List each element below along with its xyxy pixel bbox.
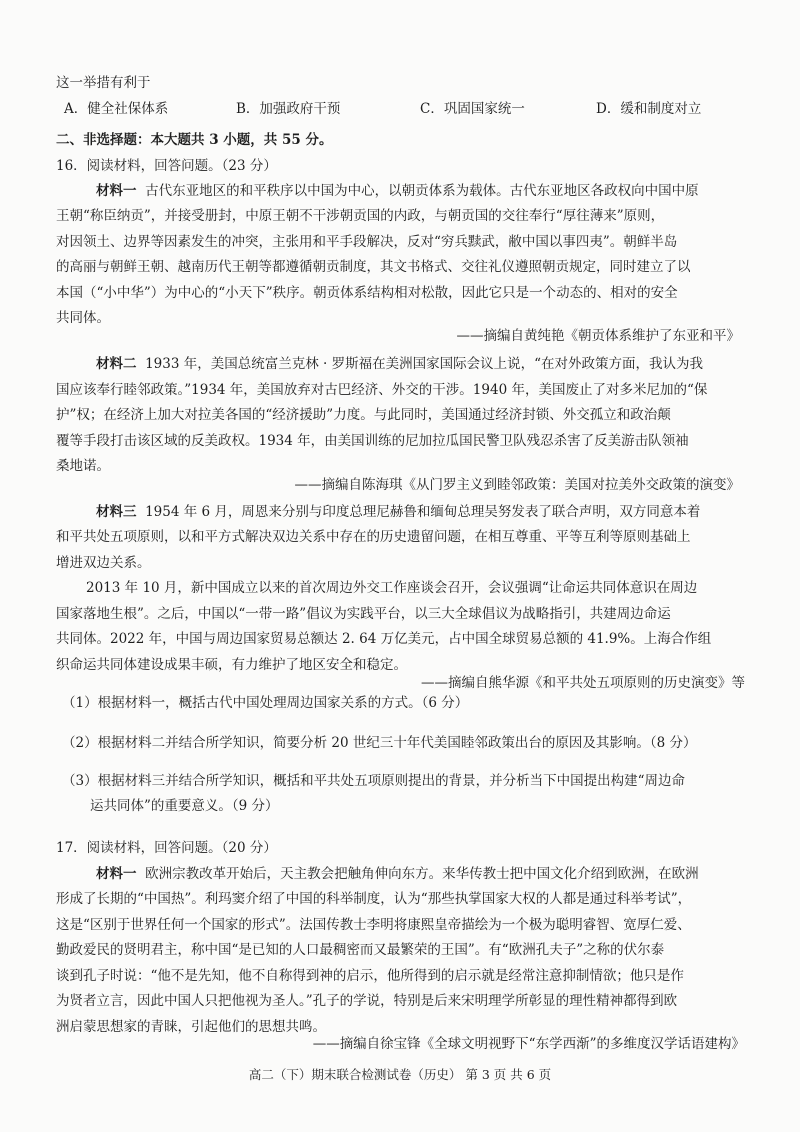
q16-material3-line: 和平共处五项原则，以和平方式解决双边关系中存在的历史遗留问题，在相互尊重、平等互利等原则基础上 [56, 529, 691, 545]
q16-material3-line: 2013 年 10 月，新中国成立以来的首次周边外交工作座谈会召开，会议强调“让命运共同体意识在周边 [86, 580, 698, 596]
q16-subquestion-2: （2）根据材料二并结合所学知识，简要分析 20 世纪三十年代美国睦邻政策出台的原因及其影响。（8 分） [62, 735, 697, 751]
q16-subquestion-1: （1）根据材料一，概括古代中国处理周边国家关系的方式。（6 分） [62, 695, 469, 711]
q16-material3-line: 织命运共同体建设成果丰硕，有力维护了地区安全和稳定。 [56, 657, 407, 673]
q17-material1-line: 为贤者立言，因此中国人只把他视为圣人。”孔子的学说，特别是后来宋明理学所彰显的理性精神都得到欧 [56, 993, 678, 1009]
q17-material1-label: 材料一 [96, 866, 137, 882]
q17-material1-line: 谈到孔子时说：“他不是先知，他不自称得到神的启示，他所得到的启示就是经常注意抑制情欲；他只是作 [56, 968, 684, 984]
q16-material2-line: 护”权；在经济上加大对拉美各国的“经济援助”力度。与此同时，美国通过经济封锁、外交孤立和政治颠 [56, 407, 671, 423]
q15-option-a: A．健全社保体系 [64, 101, 169, 117]
q16-material2-line: 桑地诺。 [56, 458, 110, 474]
q17-material1-line: 勤政爱民的贤明君主，称中国“是已知的人口最稠密而又最繁荣的王国”。有“欧洲孔夫子”之称的伏尔泰 [56, 942, 665, 958]
q16-subquestion-3-cont: 运共同体”的重要意义。（9 分） [90, 798, 279, 814]
q16-material3-line: 国家落地生根”。之后，中国以“一带一路”倡议为实践平台，以三大全球倡议为战略指引，共建周边命运 [56, 606, 671, 622]
q16-material3-line: 增进双边关系。 [56, 555, 151, 571]
q16-material1-line: 共同体。 [56, 310, 110, 326]
q16-material2-source: ——摘编自陈海琪《从门罗主义到睦邻政策：美国对拉美外交政策的演变》 [294, 477, 740, 493]
q16-material2-line: 国应该奉行睦邻政策。”1934 年，美国放弃对古巴经济、外交的干涉。1940 年，美国废止了对多米尼加的“保 [56, 382, 708, 398]
q16-material1-line: 的高丽与朝鲜王朝、越南历代王朝等都遵循朝贡制度，其文书格式、交往礼仪遵照朝贡规定，同时建立了以 [56, 259, 691, 275]
q16-material3-text: 1954 年 6 月，周恩来分别与印度总理尼赫鲁和缅甸总理吴努发表了联合声明，双方同意本着 [145, 504, 701, 520]
q16-subquestion-3: （3）根据材料三并结合所学知识，概括和平共处五项原则提出的背景，并分析当下中国提出构建“周边命 [62, 773, 685, 789]
q15-option-d: D．缓和制度对立 [596, 101, 702, 117]
q15-stem: 这一举措有利于 [56, 75, 151, 91]
q16-material3-source: ——摘编自熊华源《和平共处五项原则的历史演变》等 [421, 675, 745, 691]
q16-material2-label: 材料二 [96, 356, 137, 372]
section-heading: 二、非选择题：本大题共 3 小题，共 55 分。 [56, 132, 333, 148]
q16-material2-line: 覆等手段打击该区域的反美政权。1934 年，由美国训练的尼加拉瓜国民警卫队残忍杀害了反美游击队领袖 [56, 433, 689, 449]
q16-material1-line: 本国（“小中华”）为中心的“小天下”秩序。朝贡体系结构相对松散，因此它只是一个动态的、相对的安全 [56, 285, 678, 301]
q15-option-c: C．巩固国家统一 [420, 101, 525, 117]
q17-material1-line [96, 864, 699, 884]
q16-title: 16．阅读材料，回答问题。（23 分） [56, 158, 277, 174]
q16-material2-line [96, 354, 703, 374]
q16-material1-text: 古代东亚地区的和平秩序以中国为中心，以朝贡体系为载体。古代东亚地区各政权向中国中原 [145, 183, 699, 199]
q15-option-b: B．加强政府干预 [236, 101, 341, 117]
page-footer: 高二（下）期末联合检测试卷（历史） 第 3 页 共 6 页 [248, 1067, 552, 1082]
q16-material1-line: 王朝“称臣纳贡”，并接受册封，中原王朝不干涉朝贡国的内政，与朝贡国的交往奉行“厚往薄来”原则， [56, 208, 665, 224]
q16-material3-line: 共同体。2022 年，中国与周边国家贸易总额达 2. 64 万亿美元，占中国全球贸易总额的 41.9%。上海合作组 [56, 631, 712, 647]
q16-material1-line [96, 181, 699, 201]
q16-material2-text: 1933 年，美国总统富兰克林 · 罗斯福在美洲国家国际会议上说，“在对外政策方面，我认为我 [145, 356, 704, 372]
q17-material1-line: 形成了长期的“中国热”。利玛窦介绍了中国的科举制度，认为“那些执掌国家大权的人都是通过科举考试”， [56, 891, 692, 907]
q16-material1-line: 对因领土、边界等因素发生的冲突，主张用和平手段解决，反对“穷兵黩武，敝中国以事四夷”。朝鲜半岛 [56, 234, 678, 250]
q16-material3-line [96, 502, 700, 522]
q17-material1-line: 这是“区别于世界任何一个国家的形式”。法国传教士李明将康熙皇帝描绘为一个极为聪明睿智、宽厚仁爱、 [56, 917, 691, 933]
q17-material1-line: 洲启蒙思想家的青睐，引起他们的思想共鸣。 [56, 1019, 326, 1035]
q16-material1-label: 材料一 [96, 183, 137, 199]
q17-material1-source: ——摘编自徐宝锋《全球文明视野下“东学西渐”的多维度汉学话语建构》 [312, 1036, 745, 1052]
q16-material1-source: ——摘编自黄纯艳《朝贡体系维护了东亚和平》 [456, 328, 740, 344]
q17-material1-text: 欧洲宗教改革开始后，天主教会把触角伸向东方。来华传教士把中国文化介绍到欧洲，在欧洲 [145, 866, 699, 882]
q16-material3-label: 材料三 [96, 504, 137, 520]
q17-title: 17．阅读材料，回答问题。（20 分） [56, 840, 277, 856]
